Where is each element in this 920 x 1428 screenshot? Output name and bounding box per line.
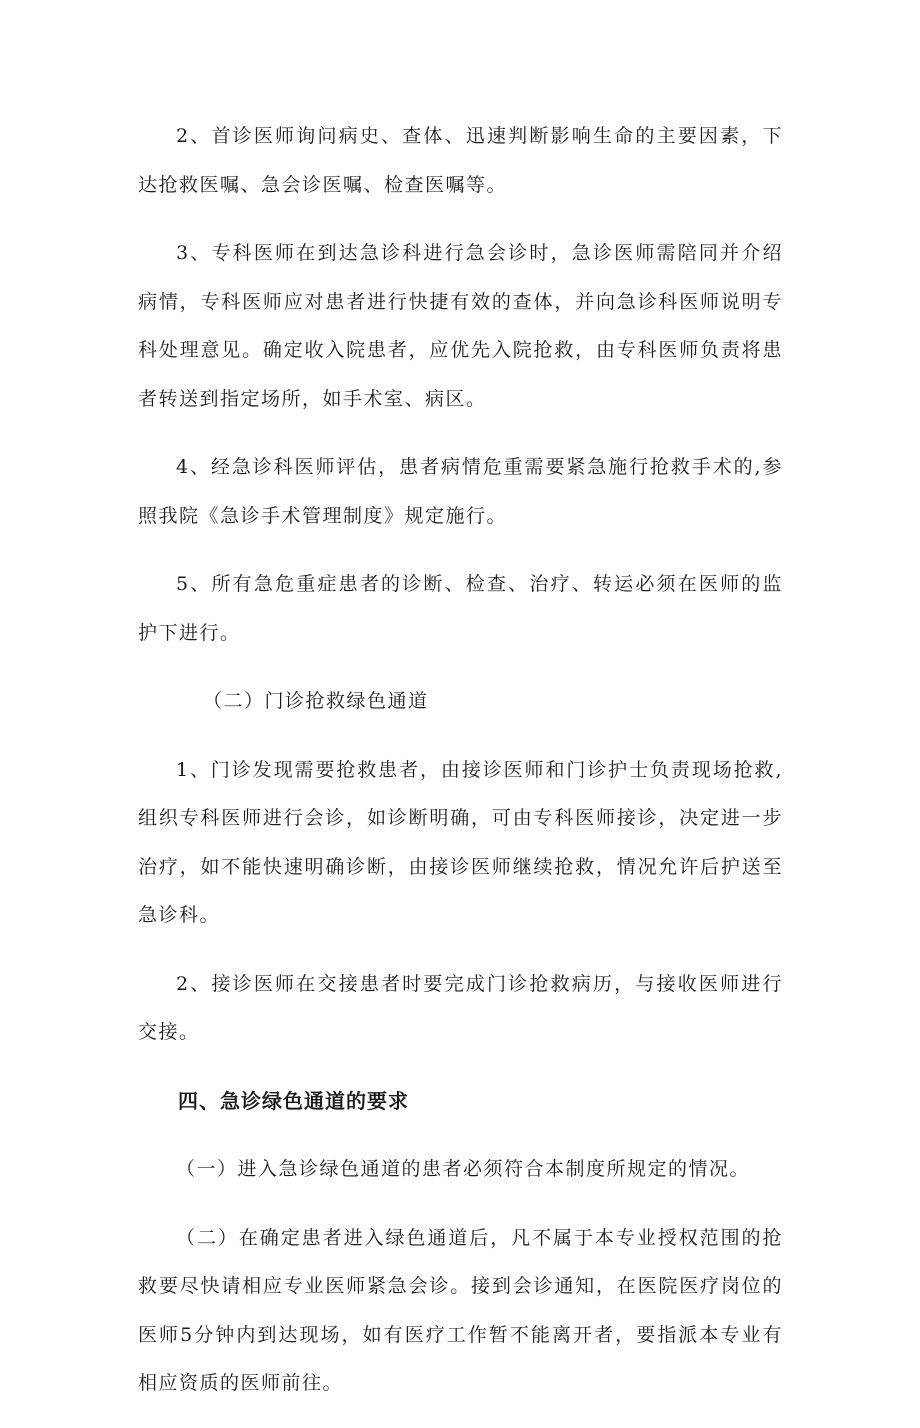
outpatient-paragraph-1: 1、门诊发现需要抢救患者，由接诊医师和门诊护士负责现场抢救,组织专科医师进行会诊，如诊断明确，可由专科医师接诊，决定进一步治疗，如不能快速明确诊断，由接诊医师继续抢救，情况允许后护送至急诊科。 (138, 758, 783, 926)
outpatient-paragraph-2: 2、接诊医师在交接患者时要完成门诊抢救病历，与接收医师进行交接。 (138, 972, 783, 1043)
document-body (138, 112, 783, 1428)
requirement-1: （一）进入急诊绿色通道的患者必须符合本制度所规定的情况。 (176, 1158, 751, 1180)
paragraph-item-2: 2、首诊医师询问病史、查体、迅速判断影响生命的主要因素，下达抢救医嘱、急会诊医嘱、检查医嘱等。 (138, 125, 783, 196)
paragraph-item-4: 4、经急诊科医师评估，患者病情危重需要紧急施行抢救手术的,参照我院《急诊手术管理制度》规定施行。 (138, 456, 783, 527)
requirement-2: （二）在确定患者进入绿色通道后，凡不属于本专业授权范围的抢救要尽快请相应专业医师紧急会诊。接到会诊通知，在医院医疗岗位的医师5分钟内到达现场，如有医疗工作暂不能离开者，要指派本专业有相应资质的医师前往。 (138, 1226, 783, 1394)
paragraph-item-5: 5、所有急危重症患者的诊断、检查、治疗、转运必须在医师的监护下进行。 (138, 573, 783, 644)
section-heading: 四、急诊绿色通道的要求 (178, 1088, 409, 1113)
paragraph-item-3: 3、专科医师在到达急诊科进行急会诊时，急诊医师需陪同并介绍病情，专科医师应对患者进行快捷有效的查体，并向急诊科医师说明专科处理意见。确定收入院患者，应优先入院抢救，由专科医师负责将患者转送到指定场所，如手术室、病区。 (138, 242, 783, 410)
outpatient-subheading: （二）门诊抢救绿色通道 (203, 690, 429, 712)
